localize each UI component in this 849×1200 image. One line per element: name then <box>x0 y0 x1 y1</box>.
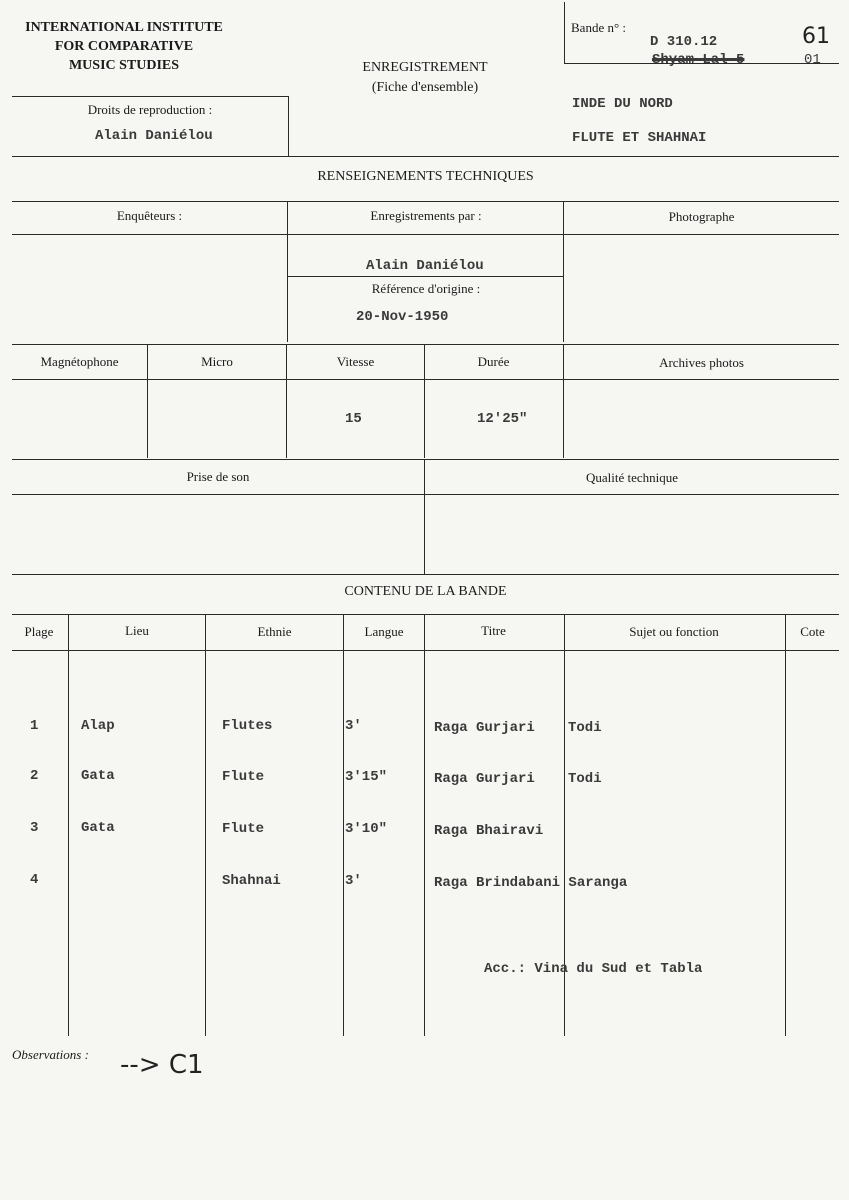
col-header-plage: Plage <box>24 624 54 639</box>
photographe-label: Photographe <box>668 209 735 224</box>
region: INDE DU NORD <box>572 96 673 112</box>
bande-label: Bande n° : <box>571 20 627 35</box>
divider <box>12 459 839 460</box>
divider <box>288 276 563 277</box>
rights-box-top <box>12 96 288 97</box>
row-2-langue: 3'15" <box>345 769 388 785</box>
divider <box>424 459 425 574</box>
bande-crossed-out: Shyam Lal-5 <box>652 52 745 68</box>
rights-box-right <box>288 96 289 156</box>
institute-line-2: FOR COMPARATIVE <box>54 39 194 54</box>
micro-label: Micro <box>201 354 233 369</box>
observations-label: Observations : <box>12 1047 89 1062</box>
col-header-langue: Langue <box>364 624 404 639</box>
divider <box>12 494 839 495</box>
row-1-titre: Raga Gurjari <box>434 720 535 736</box>
form-title: ENREGISTREMENT <box>362 60 488 75</box>
divider <box>343 614 344 1036</box>
reference-value: 20-Nov-1950 <box>356 309 449 325</box>
row-4-plage: 4 <box>30 872 39 888</box>
duree-value: 12'25" <box>477 411 528 427</box>
divider <box>12 614 839 615</box>
reference-label: Référence d'origine : <box>371 281 481 296</box>
bande-handwritten-number: 61 <box>802 24 830 49</box>
archives-label: Archives photos <box>659 355 744 370</box>
divider <box>286 344 287 458</box>
col-header-lieu: Lieu <box>125 623 149 638</box>
divider <box>205 614 206 1036</box>
rights-label: Droits de reproduction : <box>87 102 213 117</box>
row-2-titre: Raga Gurjari <box>434 771 535 787</box>
row-4-ethnie: Shahnai <box>222 873 281 889</box>
enregistrements-value: Alain Daniélou <box>366 258 484 274</box>
col-header-titre: Titre <box>481 623 506 638</box>
divider <box>563 201 564 342</box>
technical-section-title: RENSEIGNEMENTS TECHNIQUES <box>317 169 534 184</box>
row-2-ethnie: Flute <box>222 769 265 785</box>
row-2-lieu: Gata <box>81 768 115 784</box>
magnetophone-label: Magnétophone <box>40 354 119 369</box>
row-1-sujet: Todi <box>568 720 602 736</box>
divider <box>424 614 425 1036</box>
row-1-lieu: Alap <box>81 718 115 734</box>
bande-number: D 310.12 <box>650 34 718 50</box>
col-header-ethnie: Ethnie <box>257 624 292 639</box>
row-3-plage: 3 <box>30 820 39 836</box>
row-3-langue: 3'10" <box>345 821 388 837</box>
contents-section-title: CONTENU DE LA BANDE <box>344 584 507 599</box>
bande-sub-number: 01 <box>804 52 821 68</box>
col-header-cote: Cote <box>800 624 825 639</box>
duree-label: Durée <box>477 354 510 369</box>
divider <box>147 344 148 458</box>
accompaniment-note: Acc.: Vina du Sud et Tabla <box>484 961 703 977</box>
form-subtitle: (Fiche d'ensemble) <box>371 80 479 95</box>
divider <box>287 201 288 342</box>
divider <box>12 234 839 235</box>
row-1-plage: 1 <box>30 718 39 734</box>
prise-de-son-label: Prise de son <box>186 469 250 484</box>
divider <box>12 574 839 575</box>
divider <box>12 344 839 345</box>
divider <box>12 201 839 202</box>
vitesse-label: Vitesse <box>336 354 375 369</box>
divider <box>12 156 839 157</box>
row-3-lieu: Gata <box>81 820 115 836</box>
rights-value: Alain Daniélou <box>95 128 213 144</box>
divider <box>12 650 839 651</box>
row-4-langue: 3' <box>345 873 362 889</box>
enqueteurs-label: Enquêteurs : <box>116 208 183 223</box>
divider <box>563 344 564 458</box>
row-1-langue: 3' <box>345 718 362 734</box>
row-2-plage: 2 <box>30 768 39 784</box>
row-1-ethnie: Flutes <box>222 718 273 734</box>
row-2-sujet: Todi <box>568 771 602 787</box>
row-4-titre: Raga Brindabani Saranga <box>434 875 628 891</box>
observations-handwritten: --> C1 <box>120 1050 204 1080</box>
divider <box>785 614 786 1036</box>
vitesse-value: 15 <box>345 411 362 427</box>
row-3-ethnie: Flute <box>222 821 265 837</box>
enregistrements-label: Enregistrements par : <box>370 208 482 223</box>
col-header-sujet: Sujet ou fonction <box>629 624 719 639</box>
institute-line-1: INTERNATIONAL INSTITUTE <box>25 20 223 35</box>
divider <box>68 614 69 1036</box>
row-3-titre: Raga Bhairavi <box>434 823 544 839</box>
bande-box-left <box>564 2 565 63</box>
divider <box>424 344 425 458</box>
institute-name <box>8 18 240 75</box>
institute-line-3: MUSIC STUDIES <box>68 58 180 73</box>
instruments: FLUTE ET SHAHNAI <box>572 130 707 146</box>
divider <box>12 379 839 380</box>
qualite-label: Qualité technique <box>585 470 679 485</box>
